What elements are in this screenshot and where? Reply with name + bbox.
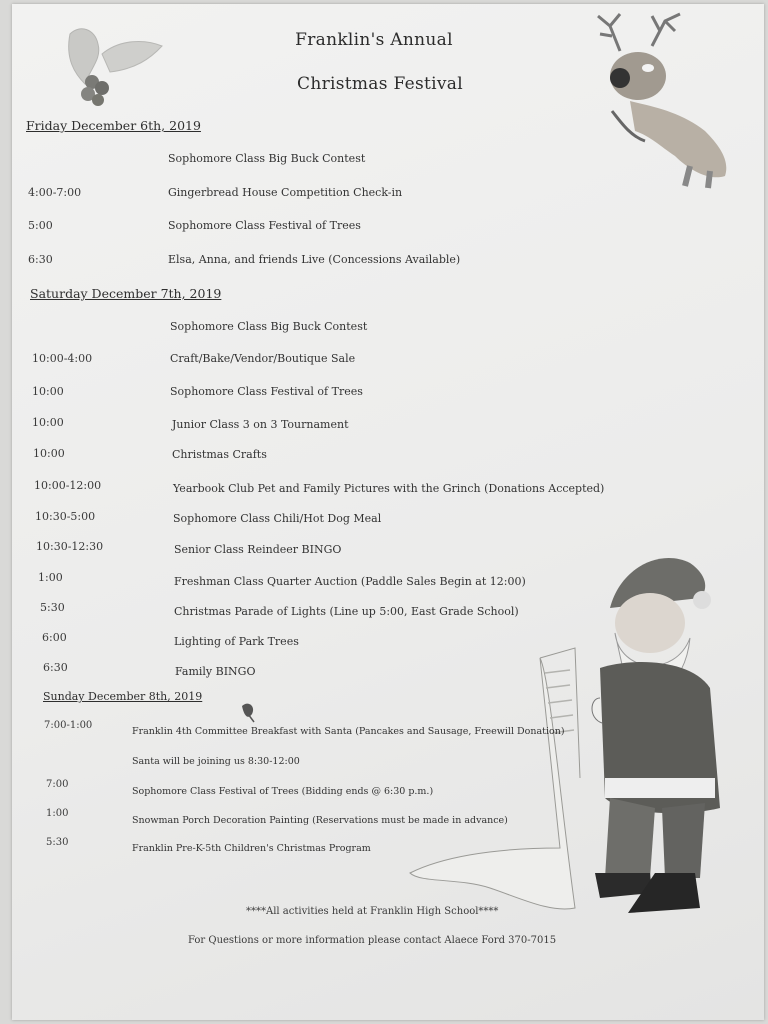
footer-contact: For Questions or more information please contact Alaece Ford 370-7015 [188,935,557,946]
event-text: Sophomore Class Festival of Trees [170,385,363,398]
event-text: Sophomore Class Festival of Trees [168,219,361,232]
event-text: Lighting of Park Trees [174,635,299,648]
event-text: Elsa, Anna, and friends Live (Concessions Available) [168,253,461,266]
event-time: 10:00 [32,385,64,398]
event-time: 10:00-12:00 [34,479,102,492]
event-time: 6:30 [28,253,53,266]
event-time: 1:00 [46,808,69,819]
event-time: 10:00-4:00 [32,352,93,365]
day-heading-friday: Friday December 6th, 2019 [26,118,201,133]
day-heading-saturday: Saturday December 7th, 2019 [30,286,222,301]
event-time: 5:30 [46,837,69,848]
event-time: 6:30 [43,661,68,674]
footer-note: ****All activities held at Franklin High School**** [246,906,499,917]
flyer-title-line1: Franklin's Annual [295,30,453,50]
event-text: Franklin Pre-K-5th Children's Christmas Program [132,843,371,854]
event-time: 7:00 [46,779,69,790]
event-time: 7:00-1:00 [44,720,93,731]
event-time: 1:00 [38,571,63,584]
flyer-title-line2: Christmas Festival [297,74,463,94]
event-text: Christmas Crafts [172,448,267,461]
event-text: Snowman Porch Decoration Painting (Reservations must be made in advance) [132,815,508,826]
event-time: 4:00-7:00 [28,186,82,199]
event-text: Gingerbread House Competition Check-in [168,186,403,199]
event-text: Family BINGO [175,665,256,678]
event-text: Sophomore Class Big Buck Contest [170,320,368,333]
event-text: Yearbook Club Pet and Family Pictures with the Grinch (Donations Accepted) [173,482,605,495]
event-text: Craft/Bake/Vendor/Boutique Sale [170,352,356,365]
event-text: Sophomore Class Festival of Trees (Bidding ends @ 6:30 p.m.) [132,786,434,797]
leaf-icon [238,700,258,724]
event-text: Sophomore Class Chili/Hot Dog Meal [173,512,382,525]
event-text: Franklin 4th Committee Breakfast with Santa (Pancakes and Sausage, Freewill Donation) [132,726,565,737]
event-time: 5:30 [40,601,65,614]
event-text: Sophomore Class Big Buck Contest [168,152,366,165]
event-time: 10:00 [32,416,64,429]
event-text: Christmas Parade of Lights (Line up 5:00, East Grade School) [174,605,519,618]
event-text: Santa will be joining us 8:30-12:00 [132,756,300,767]
holly-icon [40,14,170,109]
event-time: 5:00 [28,219,53,232]
day-heading-sunday: Sunday December 8th, 2019 [43,690,203,703]
event-time: 10:00 [33,447,65,460]
event-text: Senior Class Reindeer BINGO [174,543,342,556]
event-time: 10:30-12:30 [36,540,104,553]
event-text: Junior Class 3 on 3 Tournament [172,418,349,431]
event-text: Freshman Class Quarter Auction (Paddle Sales Begin at 12:00) [174,575,526,588]
event-time: 6:00 [42,631,67,644]
event-time: 10:30-5:00 [35,510,96,523]
